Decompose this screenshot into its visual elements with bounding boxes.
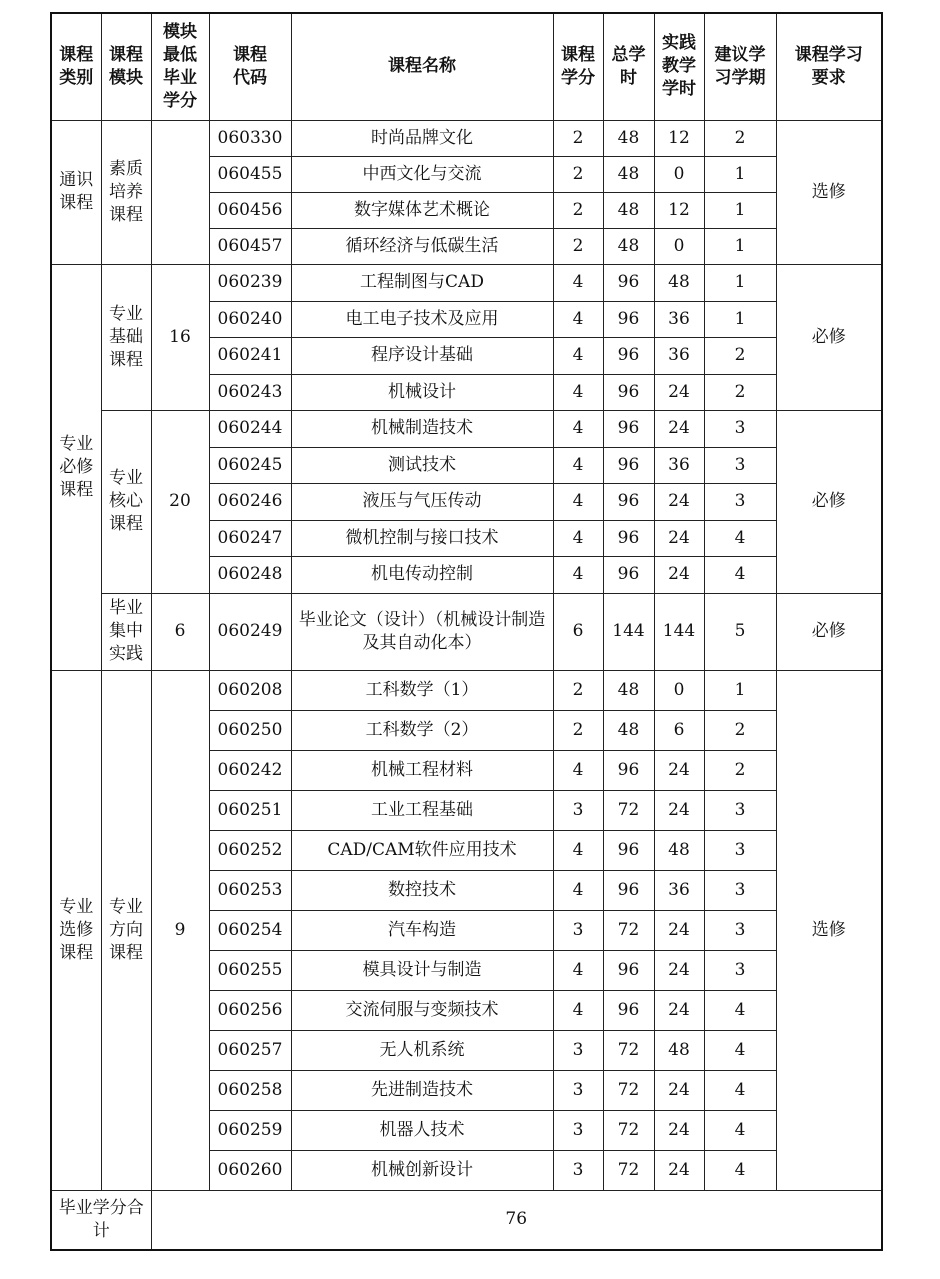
course-practice: 48 [654, 830, 704, 870]
course-credits: 4 [553, 830, 603, 870]
course-code: 060242 [209, 750, 291, 790]
course-practice: 36 [654, 447, 704, 483]
course-semester: 3 [704, 910, 776, 950]
category-required: 专业必修课程 [51, 264, 101, 670]
course-semester: 3 [704, 830, 776, 870]
header-module: 课程模块 [101, 13, 151, 120]
requirement-core: 必修 [776, 410, 882, 593]
course-semester: 1 [704, 192, 776, 228]
course-credits: 3 [553, 1110, 603, 1150]
header-practice-hours: 实践教学学时 [654, 13, 704, 120]
course-code: 060246 [209, 483, 291, 520]
course-hours: 72 [603, 1150, 654, 1190]
course-name: 液压与气压传动 [291, 483, 553, 520]
course-code: 060260 [209, 1150, 291, 1190]
course-hours: 48 [603, 710, 654, 750]
course-hours: 96 [603, 447, 654, 483]
course-semester: 4 [704, 1110, 776, 1150]
course-semester: 4 [704, 1070, 776, 1110]
course-practice: 24 [654, 374, 704, 410]
course-code: 060241 [209, 337, 291, 374]
course-semester: 1 [704, 228, 776, 264]
course-name: 先进制造技术 [291, 1070, 553, 1110]
course-credits: 3 [553, 790, 603, 830]
course-name: 时尚品牌文化 [291, 120, 553, 156]
course-credits: 4 [553, 870, 603, 910]
course-code: 060250 [209, 710, 291, 750]
course-name: 电工电子技术及应用 [291, 301, 553, 337]
course-name: 程序设计基础 [291, 337, 553, 374]
header-code: 课程代码 [209, 13, 291, 120]
course-name: 机械创新设计 [291, 1150, 553, 1190]
course-code: 060455 [209, 156, 291, 192]
course-hours: 48 [603, 192, 654, 228]
module-core: 专业核心课程 [101, 410, 151, 593]
course-credits: 2 [553, 228, 603, 264]
course-credits: 4 [553, 337, 603, 374]
course-name: CAD/CAM软件应用技术 [291, 830, 553, 870]
course-practice: 0 [654, 670, 704, 710]
min-credits-elective: 9 [151, 670, 209, 1190]
course-semester: 2 [704, 374, 776, 410]
course-semester: 3 [704, 790, 776, 830]
course-semester: 3 [704, 483, 776, 520]
course-semester: 1 [704, 156, 776, 192]
course-practice: 24 [654, 410, 704, 447]
course-hours: 72 [603, 790, 654, 830]
course-credits: 2 [553, 192, 603, 228]
course-hours: 96 [603, 870, 654, 910]
course-code: 060248 [209, 556, 291, 593]
course-credits: 2 [553, 670, 603, 710]
course-semester: 4 [704, 990, 776, 1030]
course-code: 060255 [209, 950, 291, 990]
min-credits-core: 20 [151, 410, 209, 593]
requirement-thesis: 必修 [776, 593, 882, 670]
course-code: 060256 [209, 990, 291, 1030]
course-hours: 96 [603, 410, 654, 447]
course-hours: 96 [603, 750, 654, 790]
table-header-row [51, 13, 882, 120]
module-quality: 素质培养课程 [101, 120, 151, 264]
course-name: 交流伺服与变频技术 [291, 990, 553, 1030]
course-name: 工科数学（1） [291, 670, 553, 710]
min-credits-general [151, 120, 209, 264]
course-credits: 3 [553, 1150, 603, 1190]
course-code: 060253 [209, 870, 291, 910]
course-code: 060244 [209, 410, 291, 447]
module-thesis: 毕业集中实践 [101, 593, 151, 670]
course-semester: 5 [704, 593, 776, 670]
total-row [51, 1190, 882, 1250]
course-credits: 4 [553, 950, 603, 990]
course-credits: 4 [553, 410, 603, 447]
course-hours: 48 [603, 156, 654, 192]
course-code: 060456 [209, 192, 291, 228]
course-hours: 48 [603, 670, 654, 710]
course-hours: 96 [603, 520, 654, 556]
course-code: 060330 [209, 120, 291, 156]
course-practice: 12 [654, 120, 704, 156]
table-row [51, 670, 882, 710]
course-semester: 2 [704, 750, 776, 790]
course-hours: 96 [603, 556, 654, 593]
course-credits: 3 [553, 910, 603, 950]
course-name: 工业工程基础 [291, 790, 553, 830]
course-practice: 24 [654, 1070, 704, 1110]
header-requirement: 课程学习要求 [776, 13, 882, 120]
course-name: 模具设计与制造 [291, 950, 553, 990]
course-hours: 96 [603, 337, 654, 374]
module-direction: 专业方向课程 [101, 670, 151, 1190]
course-semester: 2 [704, 120, 776, 156]
header-credits: 课程学分 [553, 13, 603, 120]
course-hours: 96 [603, 990, 654, 1030]
course-credits: 2 [553, 156, 603, 192]
course-name: 机电传动控制 [291, 556, 553, 593]
course-code: 060247 [209, 520, 291, 556]
course-credits: 2 [553, 710, 603, 750]
course-hours: 72 [603, 910, 654, 950]
course-practice: 0 [654, 156, 704, 192]
course-hours: 144 [603, 593, 654, 670]
course-name: 数字媒体艺术概论 [291, 192, 553, 228]
course-practice: 24 [654, 990, 704, 1030]
module-basic: 专业基础课程 [101, 264, 151, 410]
course-code: 060240 [209, 301, 291, 337]
course-hours: 96 [603, 374, 654, 410]
header-category: 课程类别 [51, 13, 101, 120]
course-code: 060208 [209, 670, 291, 710]
course-code: 060239 [209, 264, 291, 301]
course-semester: 4 [704, 556, 776, 593]
course-hours: 96 [603, 950, 654, 990]
course-semester: 4 [704, 520, 776, 556]
course-code: 060243 [209, 374, 291, 410]
course-semester: 2 [704, 710, 776, 750]
table-row [51, 120, 882, 156]
course-practice: 36 [654, 870, 704, 910]
total-value: 76 [151, 1190, 882, 1250]
course-practice: 24 [654, 910, 704, 950]
course-credits: 6 [553, 593, 603, 670]
total-label: 毕业学分合计 [51, 1190, 151, 1250]
course-name: 机械设计 [291, 374, 553, 410]
course-practice: 144 [654, 593, 704, 670]
course-name: 毕业论文（设计）（机械设计制造及其自动化本） [291, 593, 553, 670]
table-row [51, 593, 882, 670]
course-credits: 4 [553, 520, 603, 556]
course-practice: 24 [654, 1110, 704, 1150]
requirement-basic: 必修 [776, 264, 882, 410]
table-row [51, 410, 882, 447]
course-hours: 96 [603, 830, 654, 870]
course-name: 机器人技术 [291, 1110, 553, 1150]
course-practice: 36 [654, 301, 704, 337]
course-practice: 0 [654, 228, 704, 264]
course-semester: 3 [704, 410, 776, 447]
course-semester: 3 [704, 950, 776, 990]
course-semester: 1 [704, 264, 776, 301]
course-hours: 72 [603, 1030, 654, 1070]
course-credits: 4 [553, 374, 603, 410]
course-practice: 48 [654, 1030, 704, 1070]
course-credits: 4 [553, 264, 603, 301]
category-general: 通识课程 [51, 120, 101, 264]
course-hours: 96 [603, 483, 654, 520]
course-code: 060252 [209, 830, 291, 870]
course-semester: 4 [704, 1150, 776, 1190]
header-min-credits: 模块最低毕业学分 [151, 13, 209, 120]
course-practice: 36 [654, 337, 704, 374]
course-code: 060457 [209, 228, 291, 264]
course-credits: 4 [553, 483, 603, 520]
course-hours: 96 [603, 301, 654, 337]
min-credits-thesis: 6 [151, 593, 209, 670]
course-code: 060254 [209, 910, 291, 950]
course-semester: 2 [704, 337, 776, 374]
course-name: 机械工程材料 [291, 750, 553, 790]
course-name: 无人机系统 [291, 1030, 553, 1070]
course-practice: 12 [654, 192, 704, 228]
course-practice: 24 [654, 1150, 704, 1190]
course-name: 中西文化与交流 [291, 156, 553, 192]
course-credits: 4 [553, 990, 603, 1030]
min-credits-basic: 16 [151, 264, 209, 410]
header-semester: 建议学习学期 [704, 13, 776, 120]
course-code: 060259 [209, 1110, 291, 1150]
course-code: 060245 [209, 447, 291, 483]
course-name: 微机控制与接口技术 [291, 520, 553, 556]
course-code: 060257 [209, 1030, 291, 1070]
course-hours: 72 [603, 1070, 654, 1110]
course-semester: 1 [704, 670, 776, 710]
course-credits: 3 [553, 1070, 603, 1110]
course-hours: 72 [603, 1110, 654, 1150]
course-credits: 4 [553, 301, 603, 337]
course-code: 060249 [209, 593, 291, 670]
course-hours: 48 [603, 228, 654, 264]
requirement-general: 选修 [776, 120, 882, 264]
course-hours: 48 [603, 120, 654, 156]
category-elective: 专业选修课程 [51, 670, 101, 1190]
course-practice: 24 [654, 556, 704, 593]
course-credits: 4 [553, 447, 603, 483]
course-credits: 2 [553, 120, 603, 156]
course-practice: 24 [654, 750, 704, 790]
course-semester: 1 [704, 301, 776, 337]
course-name: 数控技术 [291, 870, 553, 910]
course-credits: 4 [553, 750, 603, 790]
requirement-elective: 选修 [776, 670, 882, 1190]
course-name: 工程制图与CAD [291, 264, 553, 301]
course-name: 汽车构造 [291, 910, 553, 950]
course-name: 机械制造技术 [291, 410, 553, 447]
course-hours: 96 [603, 264, 654, 301]
course-practice: 48 [654, 264, 704, 301]
course-semester: 3 [704, 447, 776, 483]
header-total-hours: 总学时 [603, 13, 654, 120]
course-practice: 24 [654, 950, 704, 990]
course-name: 循环经济与低碳生活 [291, 228, 553, 264]
course-name: 测试技术 [291, 447, 553, 483]
header-name: 课程名称 [291, 13, 553, 120]
course-name: 工科数学（2） [291, 710, 553, 750]
course-credits: 4 [553, 556, 603, 593]
course-semester: 3 [704, 870, 776, 910]
table-row [51, 264, 882, 301]
course-code: 060258 [209, 1070, 291, 1110]
course-semester: 4 [704, 1030, 776, 1070]
course-practice: 6 [654, 710, 704, 750]
course-practice: 24 [654, 790, 704, 830]
course-code: 060251 [209, 790, 291, 830]
course-practice: 24 [654, 520, 704, 556]
course-practice: 24 [654, 483, 704, 520]
course-credits: 3 [553, 1030, 603, 1070]
curriculum-table [50, 12, 883, 1251]
